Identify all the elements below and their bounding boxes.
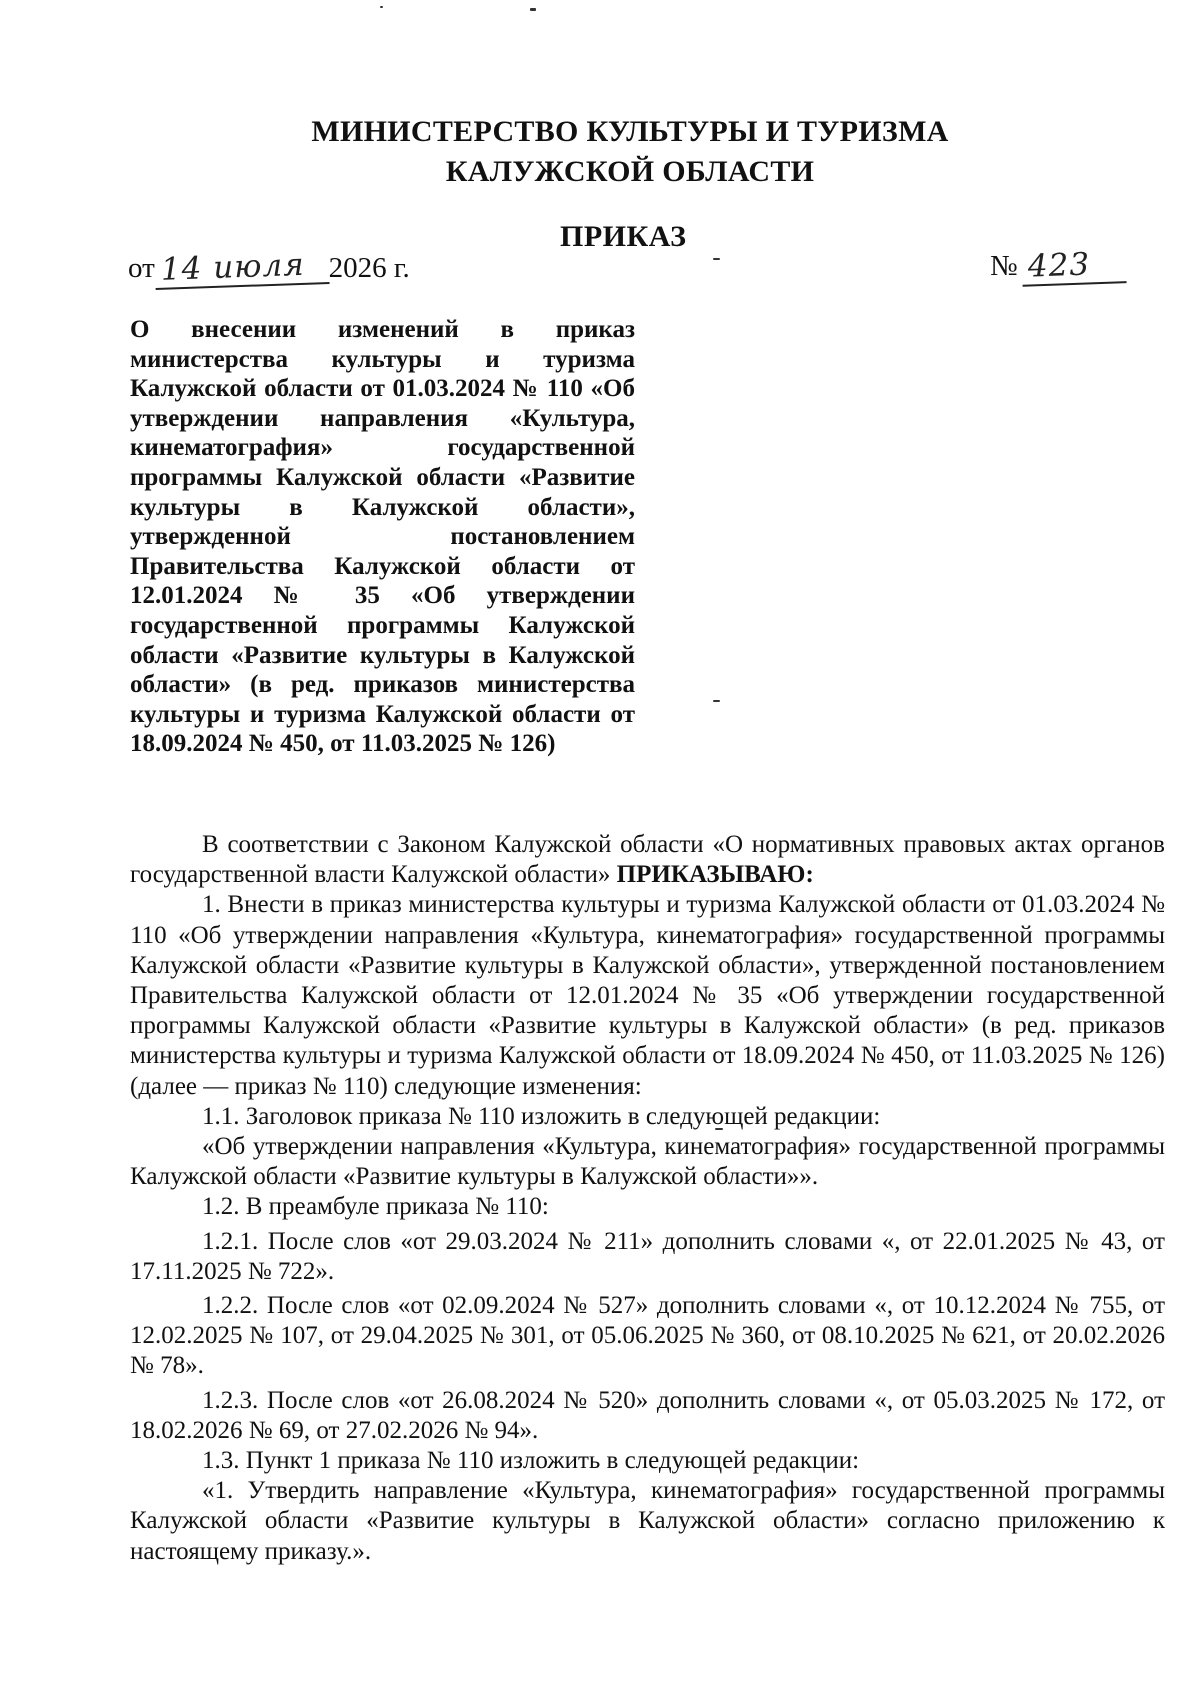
paragraph-1-2-3: 1.2.3. После слов «от 26.08.2024 № 520» дополнить словами «, от 05.03.2025 № 172, от 18.02.2026 № 69, от 27.02.2026 № 94». [130,1386,1165,1444]
paragraph-1: 1. Внести в приказ министерства культуры и туризма Калужской области от 01.03.2024 № 110 «Об утверждении направления «Культура, кинематография» государственной программы Калужской области «Развитие культуры в Калужской области», утвержденной постановлением Правительства Калужской области от 12.01.2024 № 35 «Об утверждении государственной программы Калужской области «Развитие культуры в Калужской области» (в ред. приказов министерства культуры и туризма Калужской области от 18.09.2024 № 450, от 11.03.2025 № 126) (далее — приказ № 110) следующие изменения: [130,891,1165,1100]
order-subject [130,315,635,759]
scan-artifact [530,8,536,11]
handwritten-date: 14 июля [154,249,329,290]
scan-artifact [713,258,720,260]
scan-artifact [380,6,383,8]
ministry-header [250,112,1010,192]
paragraph-1-1-quote: «Об утверждении направления «Культура, кинематография» государственной программы Калужской области «Развитие культуры в Калужской области»». [130,1133,1165,1191]
paragraph-1-1: 1.1. Заголовок приказа № 110 изложить в следующей редакции: [202,1102,881,1130]
handwritten-number: 423 [1021,248,1126,287]
order-number [990,246,1126,285]
ministry-name-line1: МИНИСТЕРСТВО КУЛЬТУРЫ И ТУРИЗМА [311,115,949,148]
command-word: ПРИКАЗЫВАЮ: [616,861,814,889]
paragraph-1-3: 1.3. Пункт 1 приказа № 110 изложить в следующей редакции: [202,1447,860,1475]
order-body [130,830,1165,1567]
preamble-paragraph [130,830,1165,890]
ministry-name-line2: КАЛУЖСКОЙ ОБЛАСТИ [445,155,815,188]
scan-artifact [713,700,720,702]
paragraph-1-2: 1.2. В преамбуле приказа № 110: [202,1193,549,1221]
order-title: ПРИКАЗ [560,220,687,253]
paragraph-1-2-1: 1.2.1. После слов «от 29.03.2024 № 211» дополнить словами «, от 22.01.2025 № 43, от 17.11.2025 № 722». [130,1227,1165,1285]
date-year: 2026 г. [328,252,410,284]
subject-text: О внесении изменений в приказ министерства культуры и туризма Калужской области от 01.03.2024 № 110 «Об утверждении направления «Культура, кинематография» государственной программы Калужской области «Развитие культуры в Калужской области», утвержденной постановлением Правительства Калужской области от 12.01.2024 № 35 «Об утверждении государственной программы Калужской области «Развитие культуры в Калужской области» (в ред. приказов министерства культуры и туризма Калужской области от 18.09.2024 № 450, от 11.03.2025 № 126) [130,316,635,758]
date-prefix: от [128,252,155,284]
paragraph-1-2-2: 1.2.2. После слов «от 02.09.2024 № 527» дополнить словами «, от 10.12.2024 № 755, от 12.02.2025 № 107, от 29.04.2025 № 301, от 05.06.2025 № 360, от 08.10.2025 № 621, от 20.02.2026 № 78». [130,1292,1165,1380]
preamble-text: В соответствии с Законом Калужской области «О нормативных правовых актах органов государственной власти Калужской области» [130,831,1165,889]
order-date [128,246,410,288]
paragraph-1-3-quote: «1. Утвердить направление «Культура, кинематография» государственной программы Калужской области «Развитие культуры в Калужской области» согласно приложению к настоящему приказу.». [130,1477,1165,1565]
number-sign: № [990,250,1018,282]
